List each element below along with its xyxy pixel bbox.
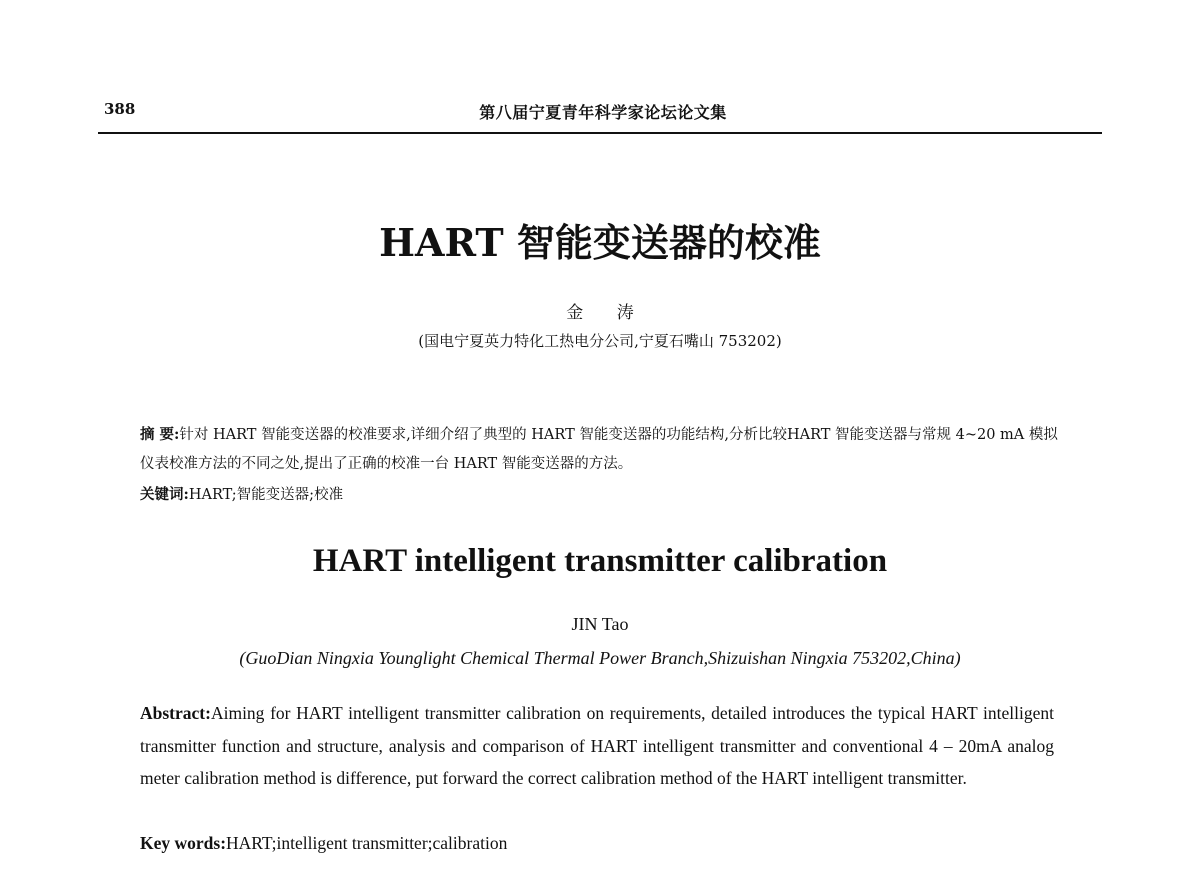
- keywords-chinese: [140, 480, 1060, 510]
- paper-title-english: HART intelligent transmitter calibration: [312, 543, 888, 579]
- header-rule: [98, 132, 1102, 134]
- abstract-english-label: Abstract:: [140, 703, 211, 723]
- keywords-english-text: HART;intelligent transmitter;calibration: [226, 833, 508, 853]
- abstract-english-text: Aiming for HART intelligent transmitter calibration on requirements, detailed introduces the typical HART intelligent transmitter function and structure, analysis and comparison of HART intelligent transmitter and conventional 4 – 20mA analog meter calibration method is difference, put forward the correct calibration method of the HART intelligent transmitter.: [140, 703, 1054, 788]
- running-title: 第八届宁夏青年科学家论坛论文集: [479, 103, 727, 122]
- abstract-chinese-text: 针对 HART 智能变送器的校准要求,详细介绍了典型的 HART 智能变送器的功能结构,分析比较HART 智能变送器与常规 4~20 mA 模拟仪表校准方法的不同之处,提出了正确的校准一台 HART 智能变送器的方法。: [140, 427, 1058, 472]
- paper-title-chinese: HART 智能变送器的校准: [379, 220, 821, 265]
- affiliation-english: (GuoDian Ningxia Younglight Chemical Thermal Power Branch,Shizuishan Ningxia 753202,China): [239, 648, 961, 668]
- abstract-chinese: [140, 420, 1060, 479]
- page-header: [104, 100, 1102, 126]
- affiliation-chinese: (国电宁夏英力特化工热电分公司,宁夏石嘴山 753202): [418, 332, 782, 350]
- keywords-english-label: Key words:: [140, 833, 227, 853]
- abstract-english: [140, 697, 1054, 795]
- keywords-chinese-label: 关键词:: [140, 486, 189, 503]
- page-number: 388: [104, 100, 136, 118]
- keywords-english: [140, 827, 1054, 859]
- author-chinese: 金 涛: [566, 303, 648, 323]
- keywords-chinese-text: HART;智能变送器;校准: [188, 487, 344, 503]
- author-english: JIN Tao: [571, 614, 629, 634]
- abstract-chinese-label: 摘 要:: [140, 426, 180, 443]
